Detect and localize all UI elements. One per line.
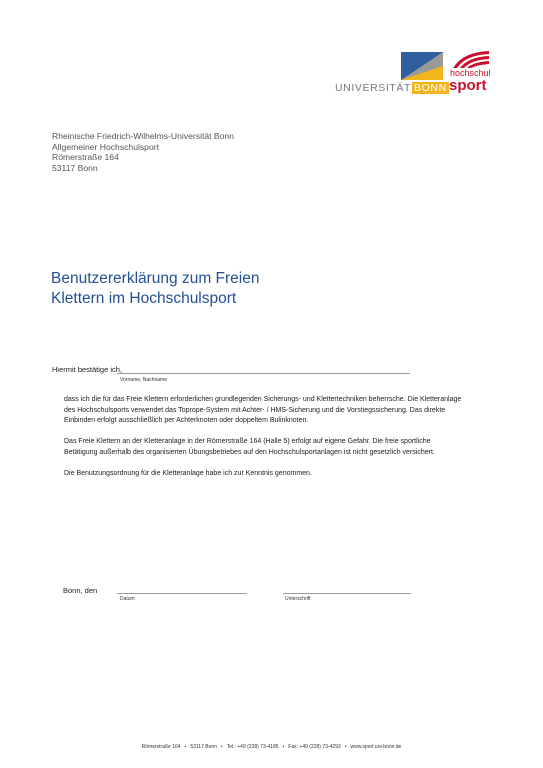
declaration-body bbox=[64, 395, 464, 490]
university-bonn-text: BONN bbox=[414, 82, 447, 94]
date-field-caption: Datum bbox=[120, 596, 135, 602]
signature-field-line[interactable] bbox=[283, 593, 411, 594]
signature-place-label: Bonn, den bbox=[63, 586, 98, 595]
address-line-street: Römerstraße 164 bbox=[52, 152, 119, 162]
footer-separator: • bbox=[220, 744, 223, 750]
declaration-paragraph-risk: Das Freie Klettern an der Kletteranlage in der Römerstraße 164 (Halle 5) erfolgt auf eigene Gefahr. Die freie sportliche Betätigung außerhalb des organisierten Übungsbetriebes auf den Hochschulsportanlagen ist nicht gesetzlich versichert. bbox=[64, 438, 435, 456]
signature-field-caption: Unterschrift bbox=[285, 596, 311, 602]
date-field-line[interactable] bbox=[117, 593, 247, 594]
footer-website[interactable]: www.sport.uni-bonn.de bbox=[350, 744, 402, 750]
university-bonn-logo bbox=[335, 52, 447, 96]
sport-logo-text-top: hochschul bbox=[450, 68, 491, 78]
hochschulsport-stripes-icon bbox=[451, 50, 491, 68]
recipient-address bbox=[52, 131, 234, 173]
declaration-paragraph-rules: Die Benutzungsordnung für die Kletteranlage habe ich zur Kenntnis genommen. bbox=[64, 470, 312, 478]
university-logo-mark-icon bbox=[401, 52, 443, 80]
confirmation-label: Hiermit bestätige ich, bbox=[52, 365, 123, 374]
sport-logo-text-bottom: sport bbox=[449, 77, 487, 94]
university-text: UNIVERSITÄT bbox=[335, 82, 412, 94]
footer-separator: • bbox=[282, 744, 285, 750]
title-line-1: Benutzererklärung zum Freien bbox=[51, 270, 260, 287]
name-field-caption: Vorname, Nachname bbox=[120, 377, 167, 383]
declaration-paragraph-techniques: dass ich die für das Freie Klettern erforderlichen grundlegenden Sicherungs- und Klettertechniken beherrsche. Die Kletteranlage des Hochschulsports verwendet das Toprope-System mit Achter- / HMS-Sicherung und die Vorstiegssicherung. Das direkte Einbinden erfolgt ausschließlich per Achterknoten oder doppeltem Bulinknoten. bbox=[64, 396, 462, 425]
footer-city: 53117 Bonn bbox=[190, 744, 217, 750]
document-title bbox=[51, 269, 260, 309]
footer-phone: Tel.: +49 (228) 73-4185 bbox=[226, 744, 279, 750]
footer-street: Römerstraße 164 bbox=[141, 744, 181, 750]
name-field-line[interactable] bbox=[117, 373, 410, 374]
address-line-university: Rheinische Friedrich-Wilhelms-Universität Bonn bbox=[52, 131, 234, 141]
address-line-department: Allgemeiner Hochschulsport bbox=[52, 141, 159, 152]
title-line-2: Klettern im Hochschulsport bbox=[51, 290, 237, 307]
hochschulsport-logo bbox=[447, 50, 495, 98]
address-line-city: 53117 Bonn bbox=[52, 162, 98, 173]
footer-separator: • bbox=[184, 744, 187, 750]
page-footer bbox=[0, 744, 543, 750]
university-wordmark bbox=[335, 82, 449, 94]
footer-separator: • bbox=[344, 744, 347, 750]
footer-fax: Fax: +49 (228) 73-4293 bbox=[288, 744, 341, 750]
